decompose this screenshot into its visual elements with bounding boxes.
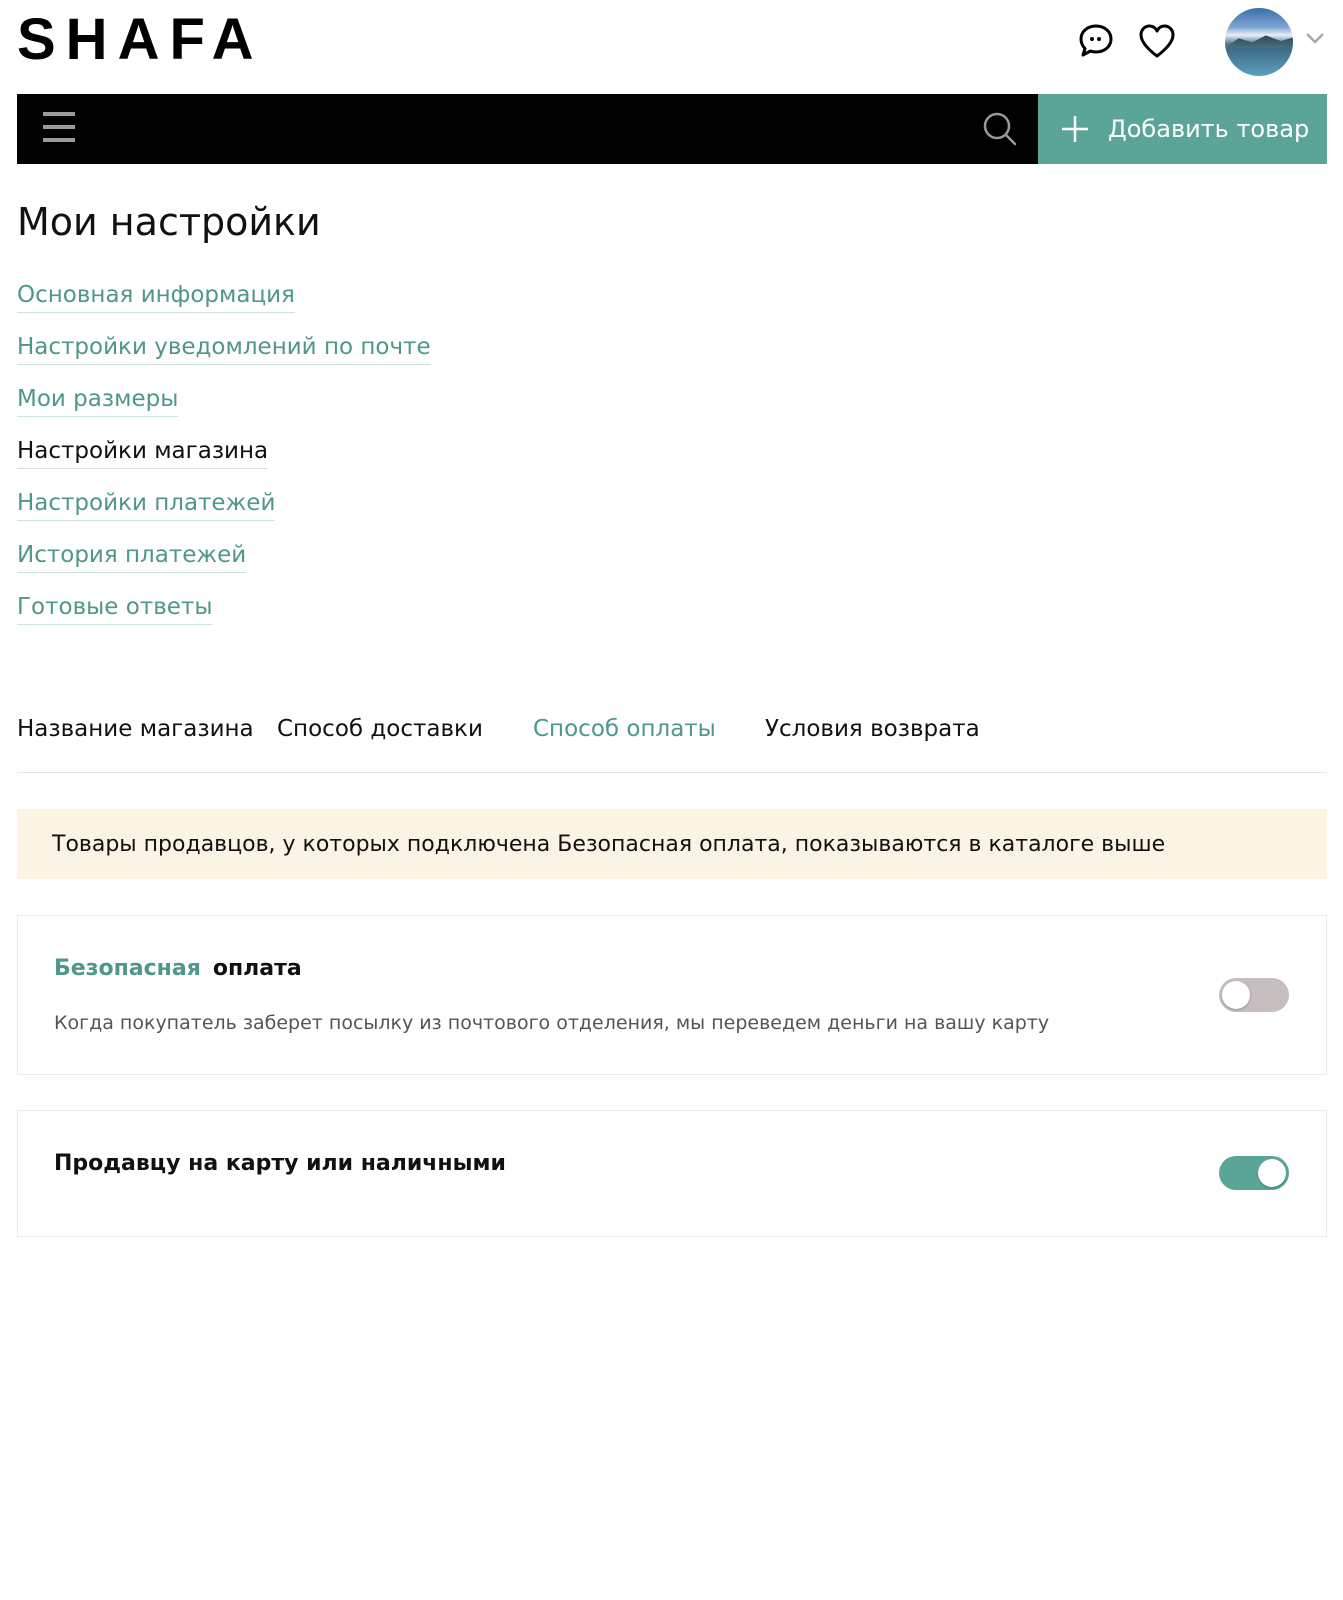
safe-payment-description: Когда покупатель заберет посылку из почтового отделения, мы переведем деньги на вашу карту — [54, 1012, 1050, 1034]
add-product-label: Добавить товар — [1108, 115, 1310, 143]
top-header — [0, 0, 1343, 94]
settings-nav-item-email-notifications[interactable]: Настройки уведомлений по почте — [17, 334, 431, 365]
settings-nav-item-payment-history[interactable]: История платежей — [17, 542, 246, 573]
chat-bubble-icon[interactable] — [1075, 20, 1117, 62]
safe-payment-title — [54, 956, 302, 981]
search-icon[interactable] — [981, 110, 1019, 148]
hamburger-icon[interactable] — [43, 112, 75, 146]
tab-shop-name[interactable]: Название магазина — [17, 716, 254, 742]
settings-nav-item-my-sizes[interactable]: Мои размеры — [17, 386, 178, 417]
chevron-down-icon[interactable] — [1305, 30, 1325, 49]
page-title: Мои настройки — [17, 200, 321, 244]
tab-delivery-method[interactable]: Способ доставки — [277, 716, 483, 742]
safe-payment-toggle[interactable] — [1219, 978, 1289, 1012]
card-or-cash-title: Продавцу на карту или наличными — [54, 1151, 506, 1176]
user-avatar[interactable] — [1225, 8, 1293, 76]
main-navbar — [17, 94, 1327, 164]
tab-payment-method[interactable]: Способ оплаты — [533, 716, 716, 742]
card-or-cash-toggle[interactable] — [1219, 1156, 1289, 1190]
add-product-button[interactable] — [1038, 94, 1327, 164]
card-or-cash-card — [17, 1110, 1327, 1237]
settings-nav-item-ready-answers[interactable]: Готовые ответы — [17, 594, 212, 625]
settings-nav-item-payment-settings[interactable]: Настройки платежей — [17, 490, 275, 521]
safe-payment-title-highlight: Безопасная — [54, 956, 201, 981]
notice-text: Товары продавцов, у которых подключена Безопасная оплата, показываются в каталоге выше — [52, 831, 1166, 857]
tab-return-policy[interactable]: Условия возврата — [765, 716, 980, 742]
shafa-logo[interactable]: SHAFA — [17, 7, 264, 72]
plus-icon — [1060, 114, 1090, 144]
settings-nav-item-shop-settings[interactable]: Настройки магазина — [17, 438, 268, 469]
shop-settings-tabs — [17, 716, 1327, 773]
safe-payment-card — [17, 915, 1327, 1075]
info-notice — [17, 809, 1327, 879]
safe-payment-title-rest: оплата — [212, 956, 302, 981]
heart-icon[interactable] — [1136, 20, 1178, 62]
settings-nav-item-basic-info[interactable]: Основная информация — [17, 282, 295, 313]
